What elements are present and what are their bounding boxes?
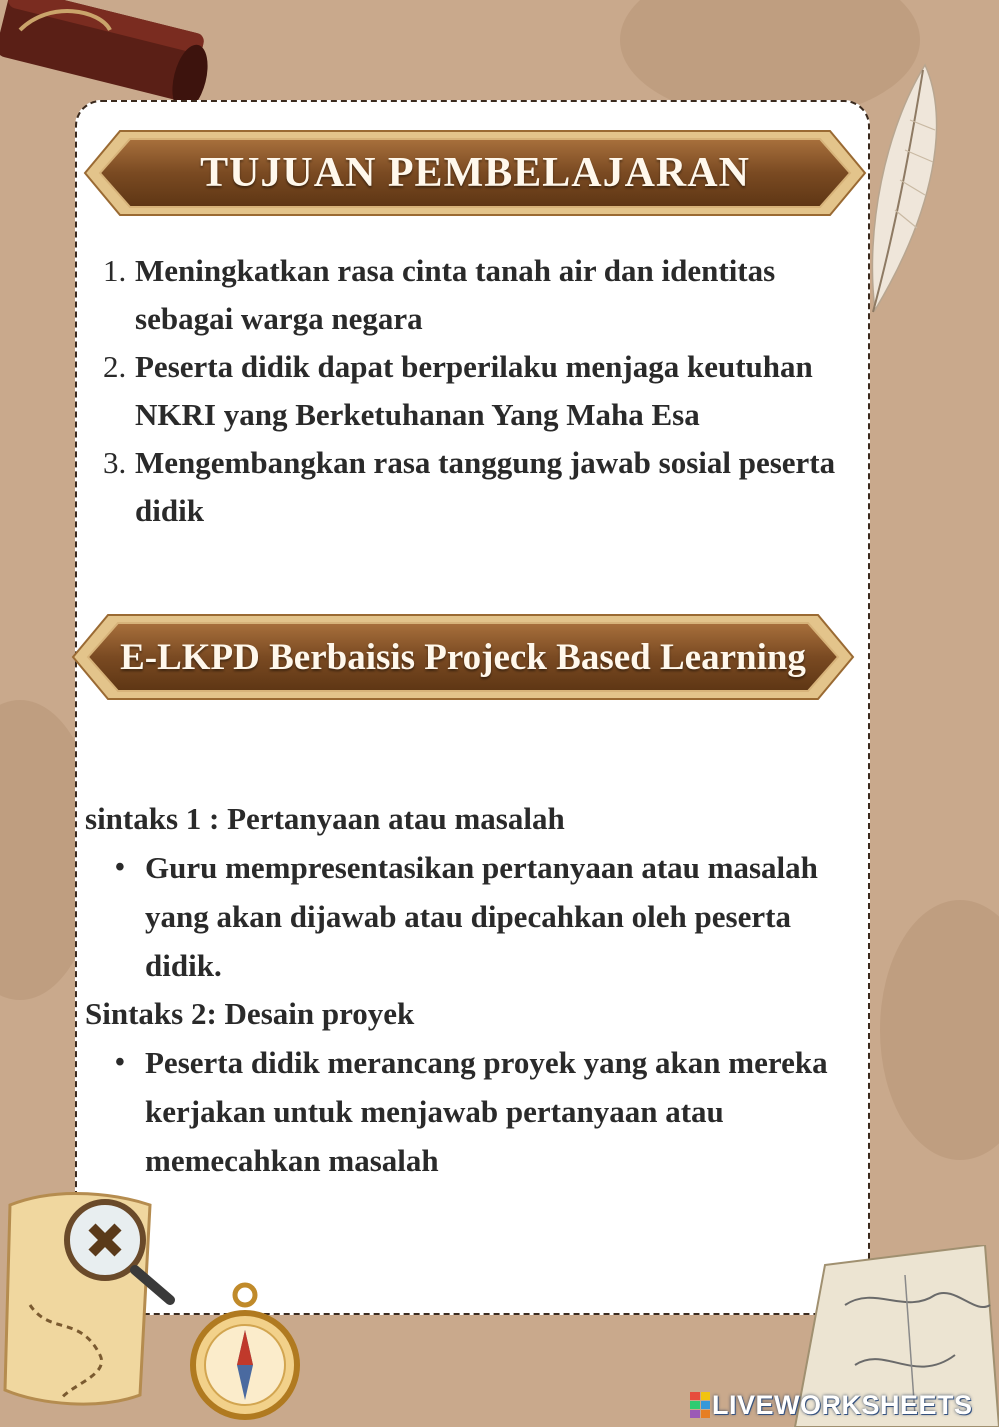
background-shape — [880, 900, 999, 1160]
item-number: 2. — [103, 349, 127, 384]
section-title: E-LKPD Berbaisis Projeck Based Learning — [120, 636, 806, 678]
objectives-list — [100, 247, 860, 535]
syntax-list — [85, 1038, 865, 1185]
item-text: Guru mempresentasikan pertanyaan atau masalah yang akan dijawab atau dipecahkan oleh peserta didik. — [145, 850, 818, 983]
item-text: Peserta didik merancang proyek yang akan mereka kerjakan untuk menjawab pertanyaan atau memecahkan masalah — [145, 1045, 828, 1178]
watermark — [690, 1388, 973, 1422]
watermark-text: LIVEWORKSHEETS — [712, 1389, 973, 1420]
item-text: Peserta didik dapat berperilaku menjaga keutuhan NKRI yang Berketuhanan Yang Maha Esa — [135, 349, 813, 432]
item-number: 3. — [103, 445, 127, 480]
compass-icon — [190, 1280, 300, 1427]
item-number: 1. — [103, 253, 127, 288]
scroll-decoration-icon — [0, 0, 220, 110]
treasure-map-icon — [0, 1185, 180, 1415]
page-title: TUJUAN PEMBELAJARAN — [200, 150, 750, 196]
list-item — [85, 843, 865, 990]
syntax-heading: Sintaks 2: Desain proyek — [85, 996, 415, 1031]
list-item — [100, 247, 860, 343]
list-item — [85, 1038, 865, 1185]
title-banner — [80, 123, 870, 223]
section-banner — [68, 607, 858, 707]
list-item — [100, 439, 860, 535]
syntax-section — [85, 795, 865, 1185]
bullet-icon: • — [115, 852, 125, 883]
syntax-list — [85, 843, 865, 990]
list-item — [100, 343, 860, 439]
liveworksheets-logo-icon — [690, 1392, 710, 1418]
item-text: Mengembangkan rasa tanggung jawab sosial peserta didik — [135, 445, 836, 528]
syntax-heading: sintaks 1 : Pertanyaan atau masalah — [85, 801, 565, 836]
item-text: Meningkatkan rasa cinta tanah air dan identitas sebagai warga negara — [135, 253, 776, 336]
bullet-icon: • — [115, 1047, 125, 1078]
